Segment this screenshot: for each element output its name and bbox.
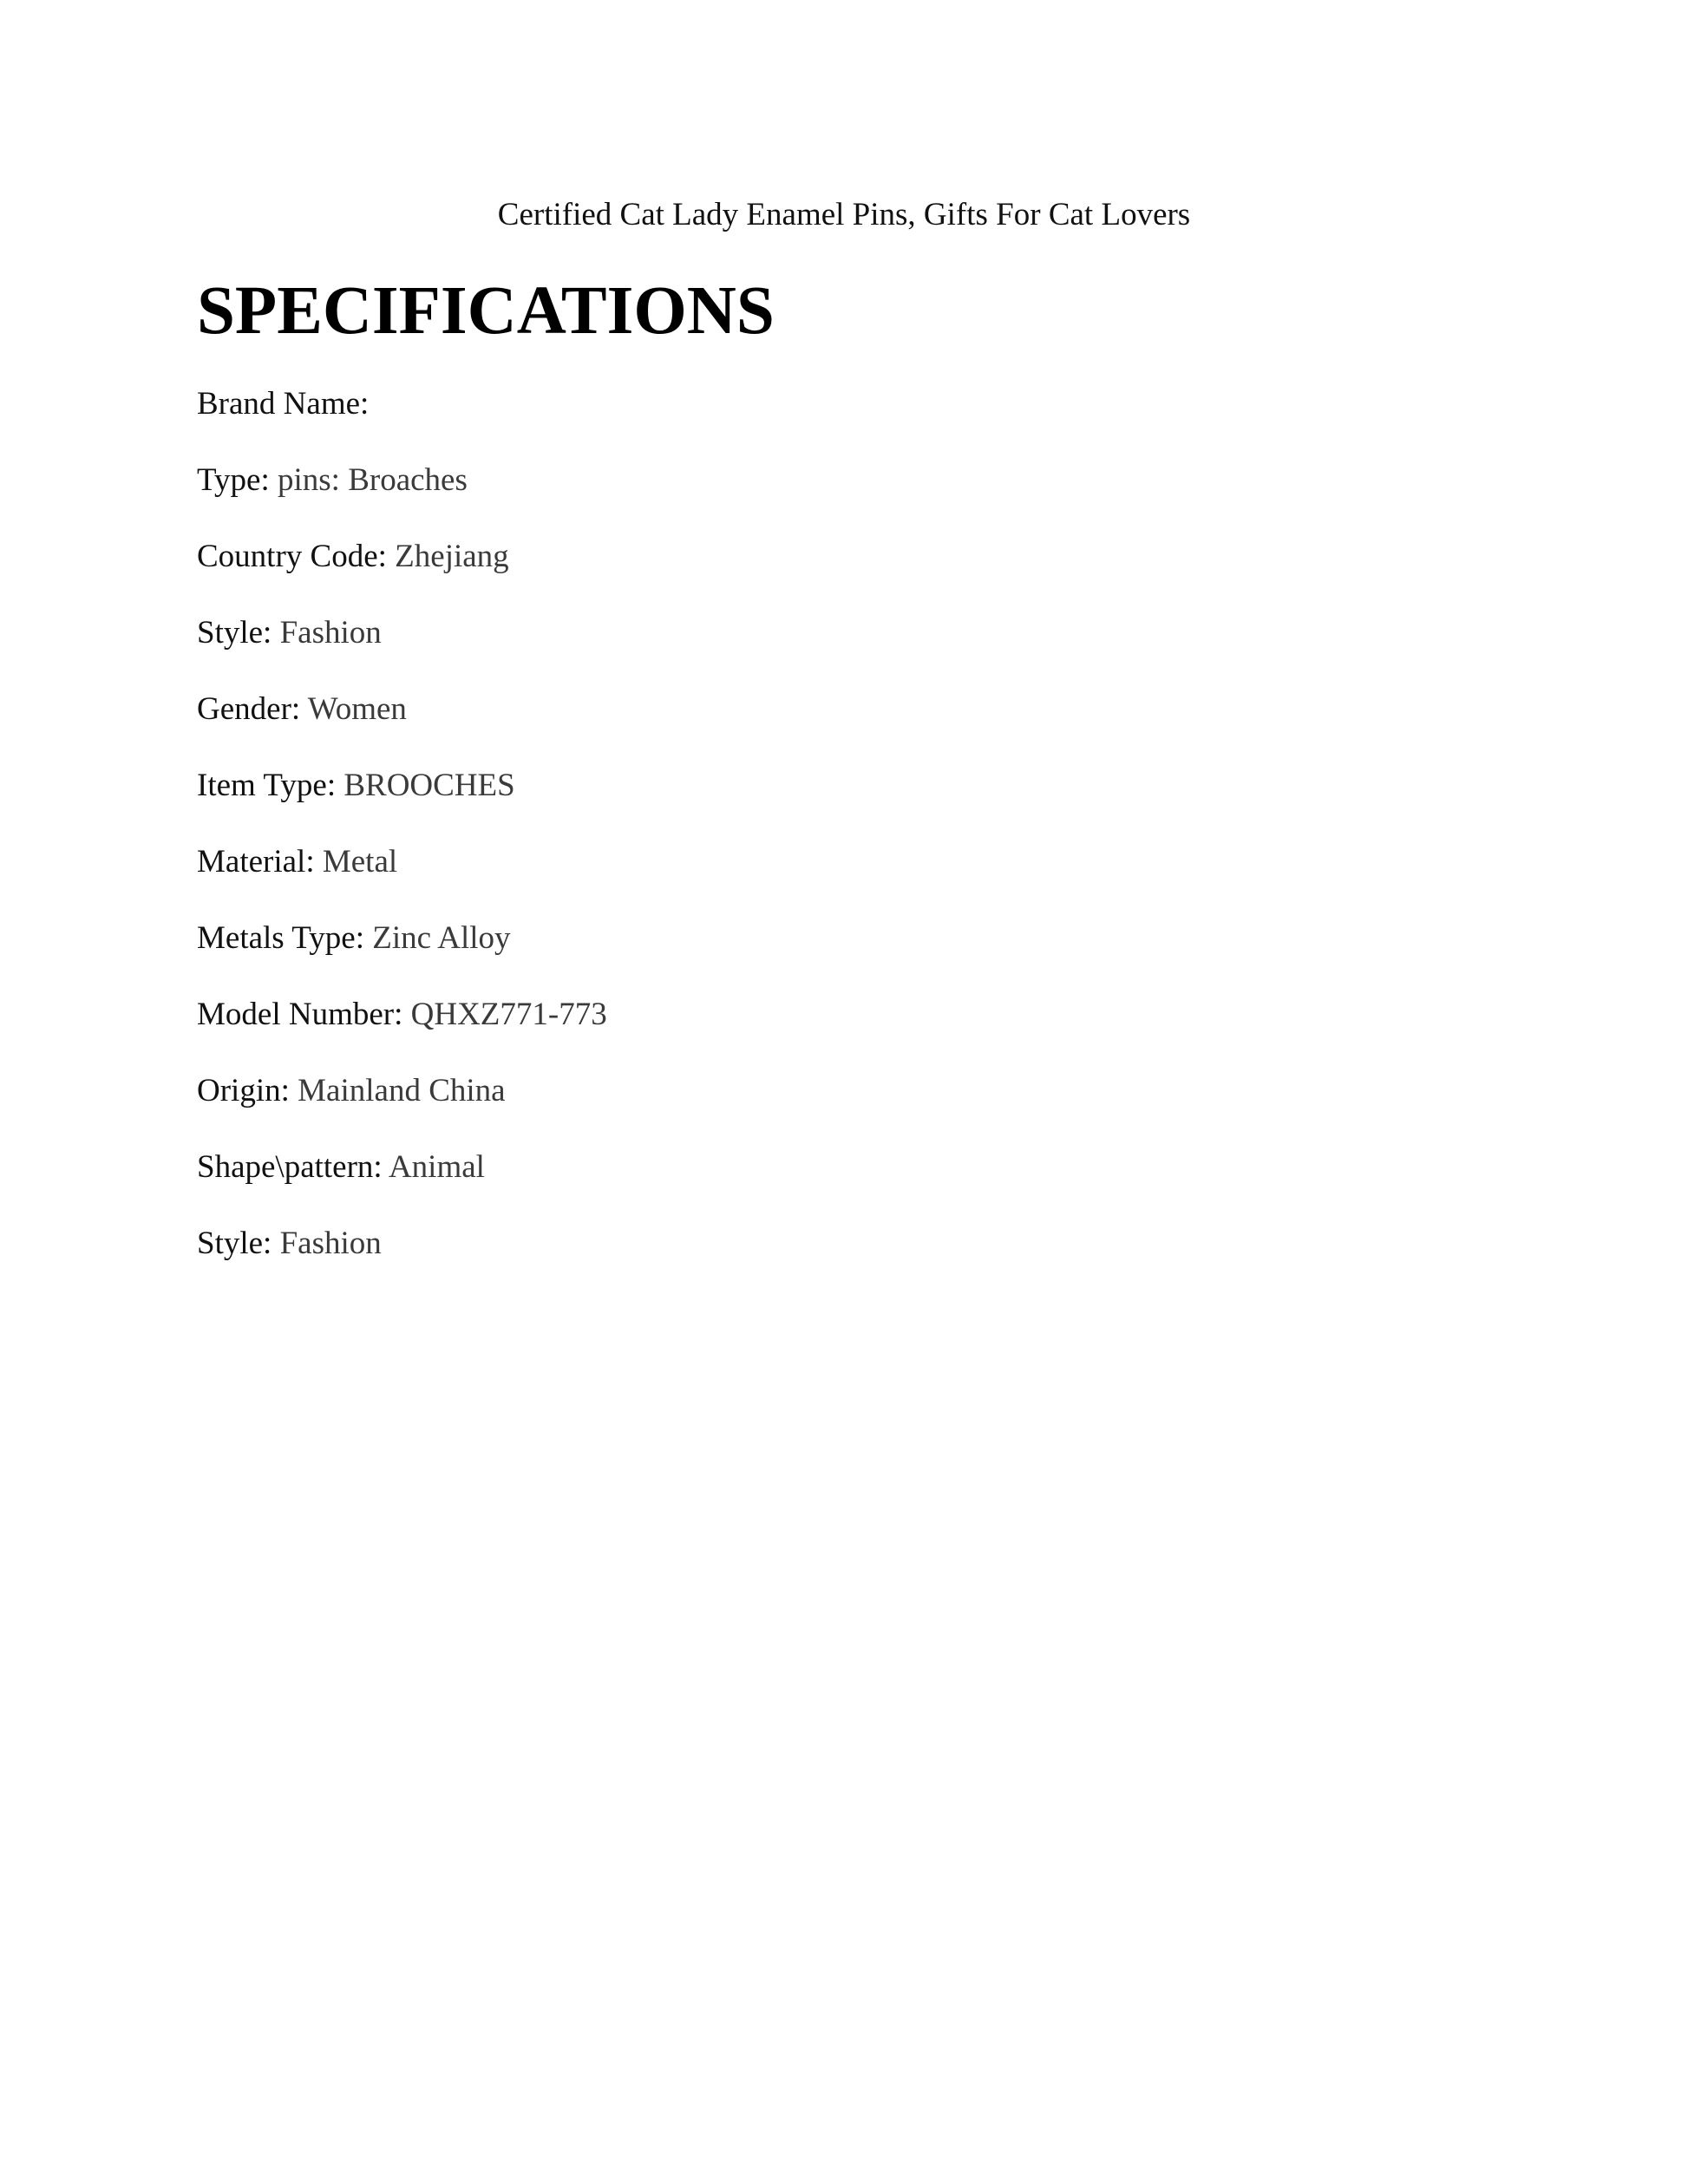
- spec-value: Fashion: [279, 615, 382, 651]
- spec-row-origin: [197, 1070, 607, 1147]
- spec-value: Animal: [388, 1149, 485, 1185]
- spec-value: Women: [307, 691, 407, 727]
- document-title: Certified Cat Lady Enamel Pins, Gifts For Cat Lovers: [497, 197, 1191, 232]
- spec-row-model-number: [197, 994, 607, 1070]
- spec-key: Country Code:: [197, 539, 387, 574]
- spec-value: Mainland China: [298, 1073, 506, 1108]
- spec-value: Zhejiang: [395, 539, 509, 574]
- spec-key: Origin:: [197, 1073, 290, 1108]
- spec-key: Type:: [197, 462, 270, 498]
- spec-key: Shape\pattern:: [197, 1149, 383, 1185]
- spec-row-brand-name: [197, 383, 607, 460]
- spec-key: Style:: [197, 1226, 272, 1261]
- spec-list: [197, 383, 607, 1299]
- spec-row-country-code: [197, 536, 607, 612]
- spec-row-item-type: [197, 765, 607, 841]
- specifications-heading: SPECIFICATIONS: [197, 273, 775, 349]
- spec-value: Metal: [322, 844, 398, 879]
- spec-value: pins: Broaches: [277, 462, 468, 498]
- spec-row-gender: [197, 689, 607, 765]
- spec-key: Brand Name:: [197, 386, 370, 422]
- spec-value: Zinc Alloy: [372, 920, 511, 956]
- spec-key: Style:: [197, 615, 272, 651]
- spec-key: Item Type:: [197, 768, 337, 803]
- spec-row-style: [197, 612, 607, 689]
- spec-key: Model Number:: [197, 997, 403, 1032]
- spec-key: Material:: [197, 844, 315, 879]
- spec-row-style-2: [197, 1223, 607, 1299]
- spec-row-material: [197, 841, 607, 918]
- spec-value: BROOCHES: [343, 768, 515, 803]
- spec-row-type: [197, 460, 607, 536]
- spec-key: Metals Type:: [197, 920, 365, 956]
- spec-key: Gender:: [197, 691, 301, 727]
- spec-row-shape-pattern: [197, 1147, 607, 1223]
- spec-value: QHXZ771-773: [410, 997, 607, 1032]
- spec-row-metals-type: [197, 918, 607, 994]
- spec-value: Fashion: [279, 1226, 382, 1261]
